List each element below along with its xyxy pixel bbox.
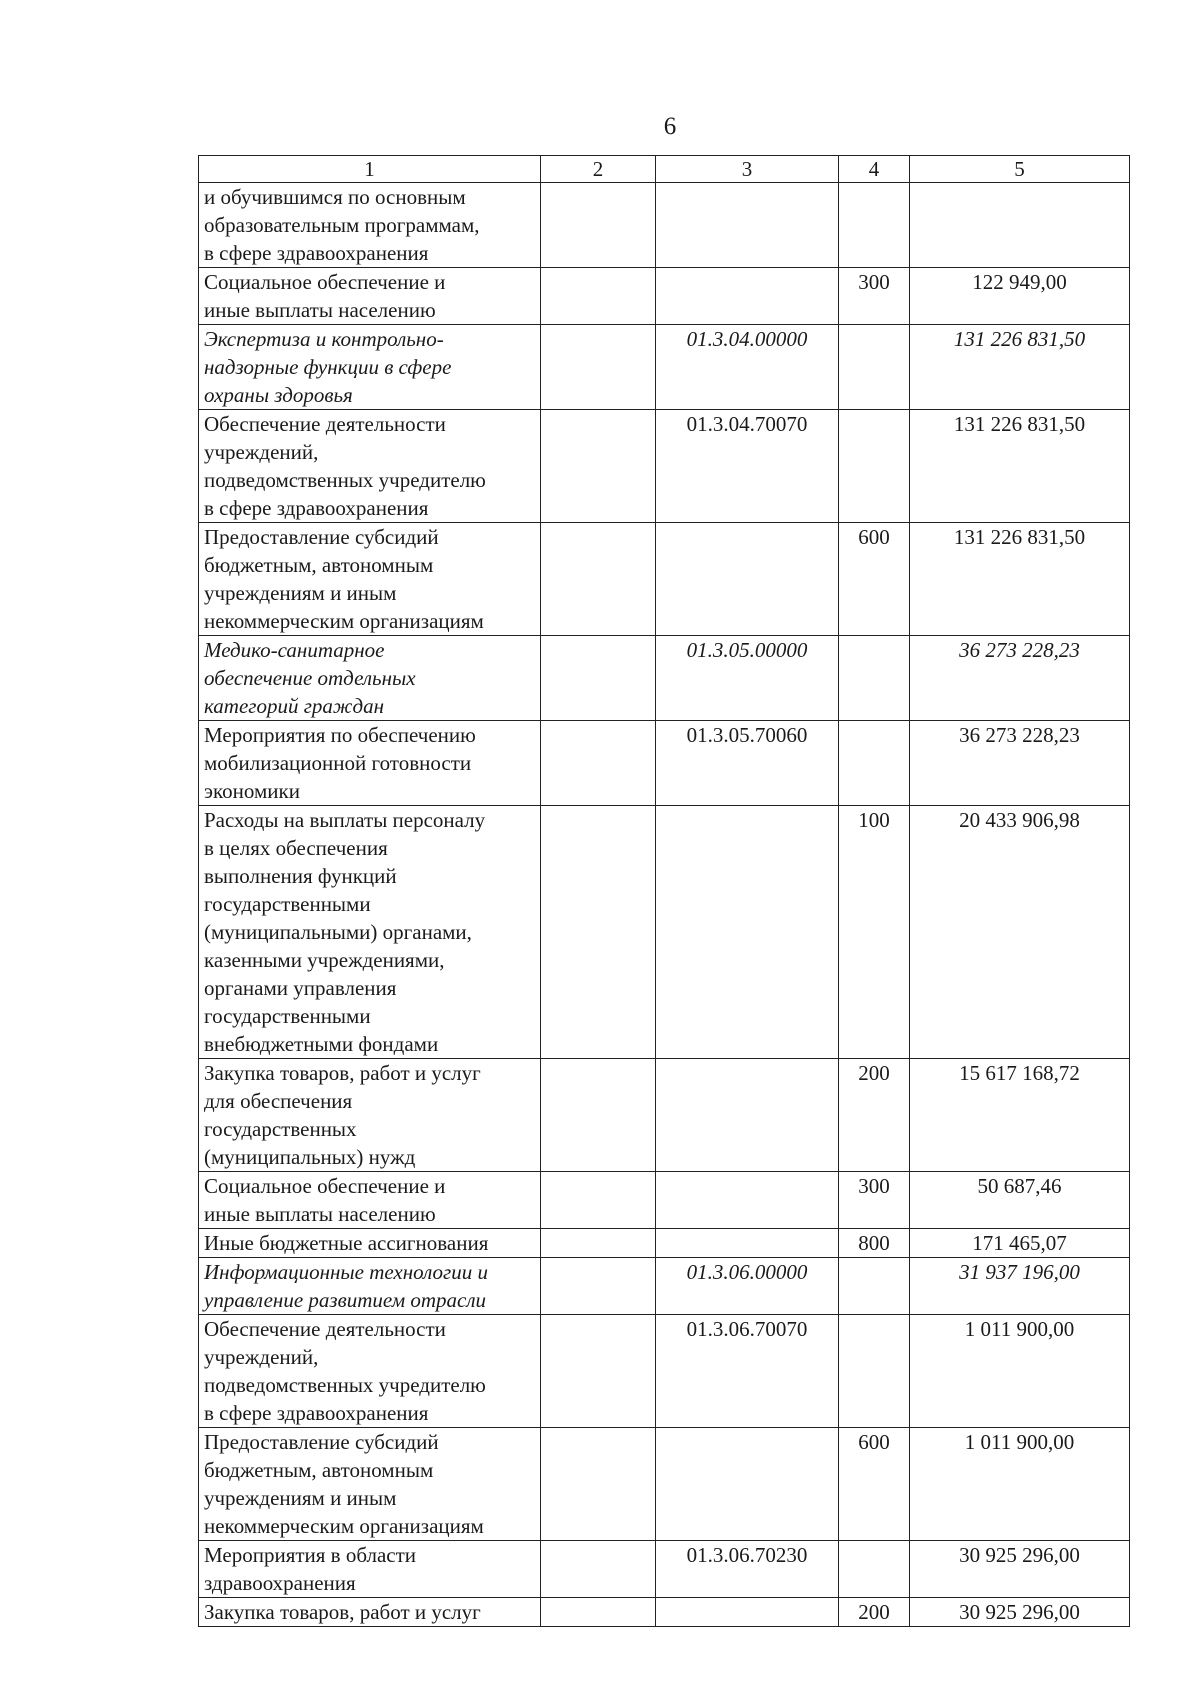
row-expense-type: 600	[839, 1428, 910, 1541]
description-line: государственными	[204, 892, 371, 916]
description-line: Информационные технологии и	[204, 1260, 488, 1284]
page-number: 6	[663, 113, 677, 140]
description-line: казенными учреждениями,	[204, 948, 445, 972]
description-line: управление развитием отрасли	[204, 1288, 486, 1312]
description-line: государственными	[204, 1004, 371, 1028]
row-col-2	[541, 1598, 656, 1627]
description-line: в целях обеспечения	[204, 836, 388, 860]
row-description	[199, 410, 541, 523]
table-row	[199, 268, 1130, 325]
description-line: экономики	[204, 779, 300, 803]
row-target-code	[656, 268, 839, 325]
header-col-1: 1	[199, 156, 541, 183]
description-line: иные выплаты населению	[204, 1202, 436, 1226]
row-expense-type: 200	[839, 1059, 910, 1172]
row-col-2	[541, 268, 656, 325]
row-expense-type: 300	[839, 268, 910, 325]
description-line: обеспечение отдельных	[204, 666, 416, 690]
row-target-code: 01.3.04.70070	[656, 410, 839, 523]
description-line: учреждениям и иным	[204, 1486, 397, 1510]
description-line: Обеспечение деятельности	[204, 412, 446, 436]
row-col-2	[541, 1428, 656, 1541]
description-line: охраны здоровья	[204, 383, 353, 407]
description-line: надзорные функции в сфере	[204, 355, 452, 379]
row-expense-type: 200	[839, 1598, 910, 1627]
row-description	[199, 806, 541, 1059]
row-amount: 122 949,00	[910, 268, 1130, 325]
row-target-code	[656, 1172, 839, 1229]
table-row	[199, 1059, 1130, 1172]
row-expense-type: 800	[839, 1229, 910, 1258]
description-line: для обеспечения	[204, 1089, 353, 1113]
row-target-code	[656, 523, 839, 636]
row-description	[199, 183, 541, 268]
description-line: Расходы на выплаты персоналу	[204, 808, 486, 832]
description-line: Закупка товаров, работ и услуг	[204, 1061, 481, 1085]
row-target-code	[656, 1428, 839, 1541]
row-amount: 131 226 831,50	[910, 523, 1130, 636]
row-amount: 31 937 196,00	[910, 1258, 1130, 1315]
row-col-2	[541, 1172, 656, 1229]
row-target-code	[656, 1598, 839, 1627]
row-target-code: 01.3.06.70070	[656, 1315, 839, 1428]
row-description	[199, 721, 541, 806]
row-description	[199, 523, 541, 636]
header-col-5: 5	[910, 156, 1130, 183]
description-line: государственных	[204, 1117, 357, 1141]
description-line: некоммерческим организациям	[204, 609, 484, 633]
row-amount: 36 273 228,23	[910, 721, 1130, 806]
row-amount: 36 273 228,23	[910, 636, 1130, 721]
row-amount: 30 925 296,00	[910, 1541, 1130, 1598]
description-line: учреждений,	[204, 440, 319, 464]
row-expense-type: 100	[839, 806, 910, 1059]
table-row	[199, 183, 1130, 268]
row-amount: 131 226 831,50	[910, 410, 1130, 523]
table-row	[199, 1541, 1130, 1598]
row-expense-type	[839, 1258, 910, 1315]
description-line: учреждений,	[204, 1345, 319, 1369]
row-amount: 1 011 900,00	[910, 1315, 1130, 1428]
description-line: учреждениям и иным	[204, 581, 397, 605]
row-col-2	[541, 325, 656, 410]
row-target-code	[656, 183, 839, 268]
description-line: некоммерческим организациям	[204, 1514, 484, 1538]
description-line: Предоставление субсидий	[204, 525, 439, 549]
description-line: иные выплаты населению	[204, 298, 436, 322]
description-line: органами управления	[204, 976, 397, 1000]
row-target-code	[656, 806, 839, 1059]
table-row	[199, 636, 1130, 721]
table-row	[199, 1229, 1130, 1258]
description-line: (муниципальными) органами,	[204, 920, 472, 944]
row-description	[199, 1229, 541, 1258]
row-description	[199, 325, 541, 410]
row-expense-type	[839, 721, 910, 806]
row-expense-type	[839, 1541, 910, 1598]
row-amount: 171 465,07	[910, 1229, 1130, 1258]
row-description	[199, 1059, 541, 1172]
row-col-2	[541, 410, 656, 523]
row-description	[199, 268, 541, 325]
row-description	[199, 1428, 541, 1541]
description-line: подведомственных учредителю	[204, 468, 486, 492]
header-col-4: 4	[839, 156, 910, 183]
row-description	[199, 1258, 541, 1315]
row-target-code	[656, 1059, 839, 1172]
description-line: Мероприятия по обеспечению	[204, 723, 476, 747]
row-target-code	[656, 1229, 839, 1258]
row-amount	[910, 183, 1130, 268]
row-col-2	[541, 806, 656, 1059]
row-amount: 1 011 900,00	[910, 1428, 1130, 1541]
row-description	[199, 1598, 541, 1627]
table-row	[199, 325, 1130, 410]
row-expense-type: 600	[839, 523, 910, 636]
row-col-2	[541, 1541, 656, 1598]
table-row	[199, 721, 1130, 806]
row-expense-type	[839, 636, 910, 721]
description-line: Закупка товаров, работ и услуг	[204, 1600, 481, 1624]
row-description	[199, 636, 541, 721]
row-amount: 50 687,46	[910, 1172, 1130, 1229]
description-line: Мероприятия в области	[204, 1543, 417, 1567]
row-description	[199, 1541, 541, 1598]
row-expense-type	[839, 1315, 910, 1428]
row-description	[199, 1172, 541, 1229]
table-row	[199, 806, 1130, 1059]
description-line: Экспертиза и контрольно-	[204, 327, 444, 351]
description-line: Иные бюджетные ассигнования	[204, 1231, 489, 1255]
row-amount: 131 226 831,50	[910, 325, 1130, 410]
table-row	[199, 410, 1130, 523]
table-header-row	[199, 156, 1130, 183]
row-expense-type	[839, 410, 910, 523]
row-col-2	[541, 1315, 656, 1428]
row-expense-type	[839, 183, 910, 268]
row-col-2	[541, 636, 656, 721]
description-line: (муниципальных) нужд	[204, 1145, 416, 1169]
row-expense-type: 300	[839, 1172, 910, 1229]
description-line: бюджетным, автономным	[204, 1458, 434, 1482]
row-col-2	[541, 721, 656, 806]
table-row	[199, 1598, 1130, 1627]
description-line: в сфере здравоохранения	[204, 496, 429, 520]
description-line: здравоохранения	[204, 1571, 356, 1595]
row-amount: 30 925 296,00	[910, 1598, 1130, 1627]
table-row	[199, 1315, 1130, 1428]
row-col-2	[541, 1229, 656, 1258]
description-line: Обеспечение деятельности	[204, 1317, 446, 1341]
description-line: в сфере здравоохранения	[204, 1401, 429, 1425]
description-line: Социальное обеспечение и	[204, 270, 446, 294]
description-line: Предоставление субсидий	[204, 1430, 439, 1454]
row-amount: 20 433 906,98	[910, 806, 1130, 1059]
description-line: и обучившимся по основным	[204, 185, 466, 209]
row-target-code: 01.3.04.00000	[656, 325, 839, 410]
description-line: Социальное обеспечение и	[204, 1174, 446, 1198]
table-row	[199, 1428, 1130, 1541]
row-amount: 15 617 168,72	[910, 1059, 1130, 1172]
description-line: Медико-санитарное	[204, 638, 385, 662]
row-col-2	[541, 523, 656, 636]
row-description	[199, 1315, 541, 1428]
description-line: подведомственных учредителю	[204, 1373, 486, 1397]
row-target-code: 01.3.05.00000	[656, 636, 839, 721]
description-line: категорий граждан	[204, 694, 384, 718]
row-col-2	[541, 183, 656, 268]
description-line: в сфере здравоохранения	[204, 241, 429, 265]
row-col-2	[541, 1059, 656, 1172]
row-target-code: 01.3.06.00000	[656, 1258, 839, 1315]
header-col-3: 3	[656, 156, 839, 183]
row-target-code: 01.3.05.70060	[656, 721, 839, 806]
table-row	[199, 1258, 1130, 1315]
description-line: мобилизационной готовности	[204, 751, 472, 775]
table-row	[199, 523, 1130, 636]
description-line: внебюджетными фондами	[204, 1032, 439, 1056]
description-line: выполнения функций	[204, 864, 397, 888]
row-target-code: 01.3.06.70230	[656, 1541, 839, 1598]
header-col-2: 2	[541, 156, 656, 183]
table-row	[199, 1172, 1130, 1229]
description-line: бюджетным, автономным	[204, 553, 434, 577]
description-line: образовательным программам,	[204, 213, 480, 237]
row-expense-type	[839, 325, 910, 410]
row-col-2	[541, 1258, 656, 1315]
budget-table	[198, 155, 1130, 1627]
